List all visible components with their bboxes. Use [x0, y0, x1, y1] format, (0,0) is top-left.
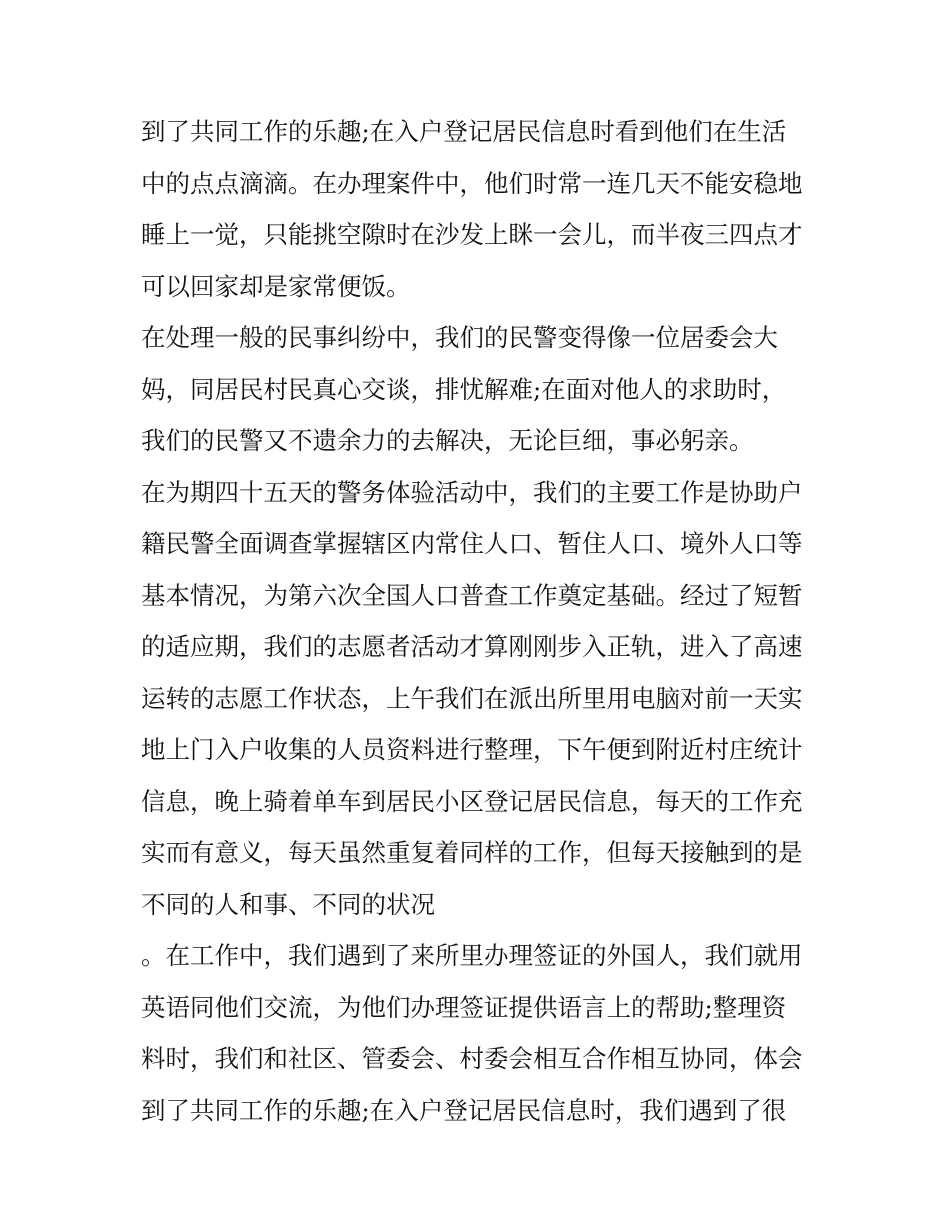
- text-line: 睡上一觉，只能挑空隙时在沙发上眯一会儿，而半夜三四点才: [141, 220, 803, 249]
- text-line: 到了共同工作的乐趣;在入户登记居民信息时，我们遇到了很: [141, 1095, 787, 1125]
- text-line: 我们的民警又不遗余力的去解决，无论巨细，事必躬亲。: [141, 426, 754, 455]
- text-line: 英语同他们交流，为他们办理签证提供语言上的帮助;整理资: [141, 992, 787, 1022]
- text-line: 妈，同居民村民真心交谈，排忧解难;在面对他人的求助时，: [141, 374, 787, 404]
- text-line: 运转的志愿工作状态，上午我们在派出所里用电脑对前一天实: [141, 683, 803, 713]
- text-line: 到了共同工作的乐趣;在入户登记居民信息时看到他们在生活: [141, 117, 787, 146]
- text-line: 地上门入户收集的人员资料进行整理，下午便到附近村庄统计: [141, 735, 803, 764]
- document-text-body: [141, 106, 831, 1136]
- text-line: 在为期四十五天的警务体验活动中，我们的主要工作是协助户: [141, 477, 803, 507]
- text-line: 不同的人和事、不同的状况: [141, 889, 435, 919]
- text-line: 在处理一般的民事纠纷中，我们的民警变得像一位居委会大: [141, 323, 778, 352]
- text-line: 基本情况，为第六次全国人口普查工作奠定基础。经过了短暂: [141, 580, 803, 610]
- text-line: 的适应期，我们的志愿者活动才算刚刚步入正轨，进入了高速: [141, 632, 803, 661]
- text-line: 实而有意义，每天虽然重复着同样的工作，但每天接触到的是: [141, 838, 803, 867]
- text-line: 料时，我们和社区、管委会、村委会相互合作相互协同，体会: [141, 1044, 803, 1073]
- text-line: 。在工作中，我们遇到了来所里办理签证的外国人，我们就用: [141, 941, 803, 970]
- text-line: 可以回家却是家常便饭。: [141, 271, 411, 301]
- text-line: 信息，晚上骑着单车到居民小区登记居民信息，每天的工作充: [141, 786, 803, 816]
- text-line: 中的点点滴滴。在办理案件中，他们时常一连几天不能安稳地: [141, 168, 803, 198]
- text-line: 籍民警全面调查掌握辖区内常住人口、暂住人口、境外人口等: [141, 529, 803, 558]
